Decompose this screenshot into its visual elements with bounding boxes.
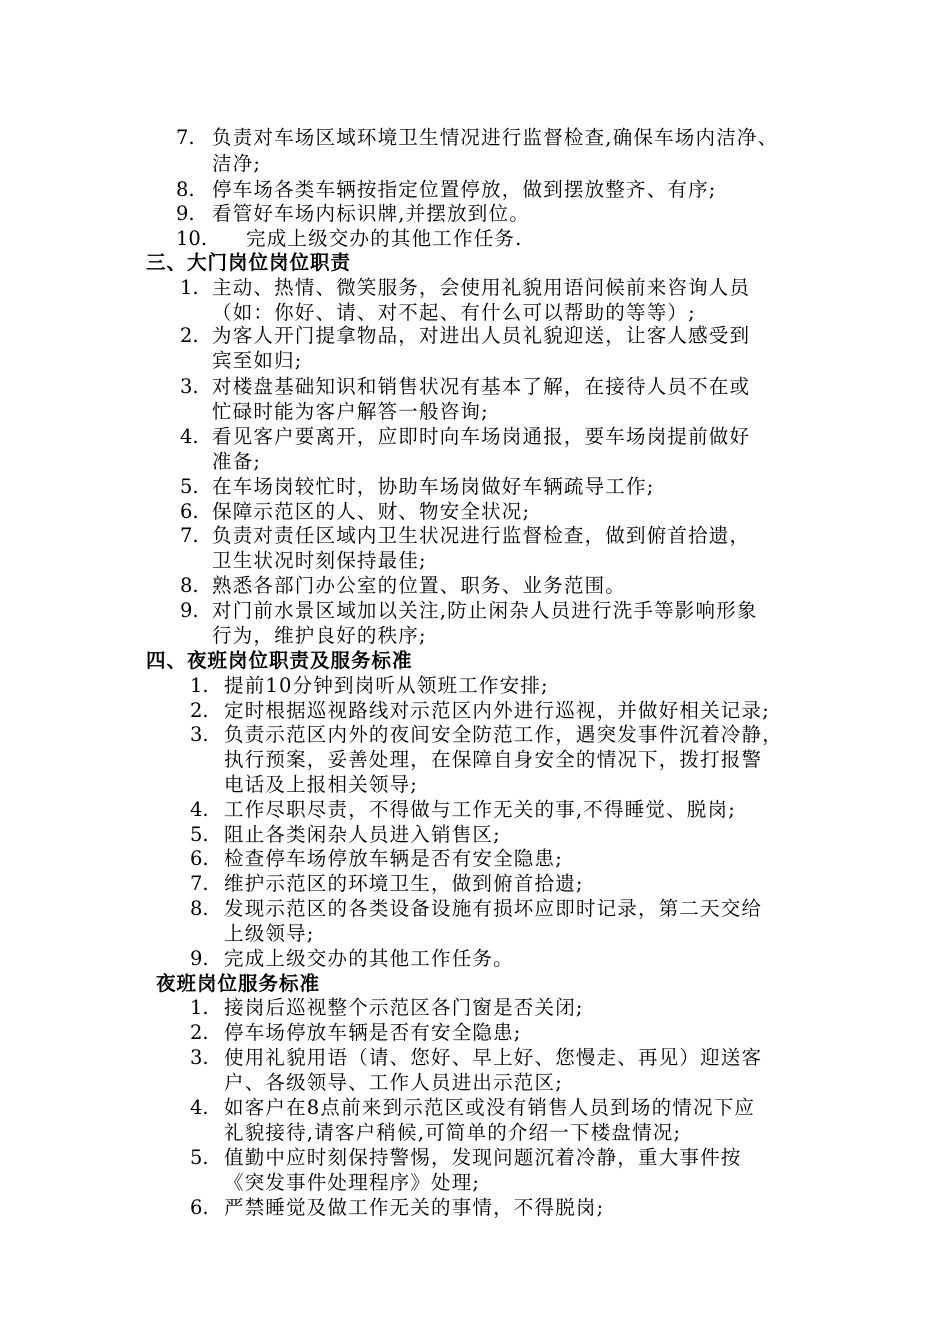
item-text: 洁净; xyxy=(212,152,262,175)
item-text: 值勤中应时刻保持警惕，发现问题沉着冷静，重大事件按 xyxy=(224,1146,742,1169)
item-number: 1. xyxy=(190,674,209,697)
item-text: 看管好车场内标识牌,并摆放到位。 xyxy=(212,202,530,225)
item-text: 负责对车场区域环境卫生情况进行监督检查,确保车场内洁净、 xyxy=(212,126,779,149)
item-text: （如：你好、请、对不起、有什么可以帮助的等等）; xyxy=(212,301,696,324)
item-text: 上级领导; xyxy=(224,922,315,945)
section-heading: 夜班岗位服务标准 xyxy=(156,972,321,995)
item-number: 1. xyxy=(180,276,199,299)
item-text: 停车场各类车辆按指定位置停放，做到摆放整齐、有序; xyxy=(212,178,717,201)
item-text: 完成上级交办的其他工作任务。 xyxy=(224,947,514,970)
item-number: 7. xyxy=(176,126,195,149)
item-text: 卫生状况时刻保持最佳; xyxy=(212,549,427,572)
item-text: 负责示范区内外的夜间安全防范工作，遇突发事件沉着冷静， xyxy=(224,723,783,746)
item-number: 5. xyxy=(190,823,209,846)
item-text: 完成上级交办的其他工作任务. xyxy=(246,227,523,250)
item-text: 礼貌接待,请客户稍候,可简单的介绍一下楼盘情况; xyxy=(224,1121,682,1144)
item-text: 执行预案，妥善处理，在保障自身安全的情况下，拨打报警 xyxy=(224,748,763,771)
section-heading: 四、夜班岗位职责及服务标准 xyxy=(146,649,413,672)
item-number: 2. xyxy=(180,324,199,347)
item-text: 熟悉各部门办公室的位置、职务、业务范围。 xyxy=(212,574,627,597)
item-text: 准备; xyxy=(212,450,262,473)
item-number: 3. xyxy=(190,723,209,746)
item-number: 2. xyxy=(190,699,209,722)
item-text: 电话及上报相关领导; xyxy=(224,773,419,796)
item-text: 主动、热情、微笑服务，会使用礼貌用语问候前来咨询人员 xyxy=(212,276,751,299)
item-number: 6. xyxy=(190,1196,209,1219)
item-number: 10. xyxy=(176,227,208,250)
item-text: 定时根据巡视路线对示范区内外进行巡视，并做好相关记录; xyxy=(224,699,770,722)
item-text: 使用礼貌用语（请、您好、早上好、您慢走、再见）迎送客 xyxy=(224,1046,763,1069)
item-number: 3. xyxy=(190,1046,209,1069)
item-text: 行为，维护良好的秩序; xyxy=(212,624,427,647)
item-number: 4. xyxy=(190,1096,209,1119)
item-text: 《突发事件处理程序》处理; xyxy=(224,1171,481,1194)
item-number: 2. xyxy=(190,1021,209,1044)
item-number: 5. xyxy=(190,1146,209,1169)
item-number: 5. xyxy=(180,475,199,498)
item-text: 负责对责任区域内卫生状况进行监督检查，做到俯首拾遗， xyxy=(212,524,751,547)
item-text: 发现示范区的各类设备设施有损坏应即时记录，第二天交给 xyxy=(224,897,763,920)
item-text: 看见客户要离开，应即时向车场岗通报，要车场岗提前做好 xyxy=(212,425,751,448)
item-number: 9. xyxy=(180,599,199,622)
item-number: 7. xyxy=(190,872,209,895)
item-text: 维护示范区的环境卫生，做到俯首拾遗; xyxy=(224,872,584,895)
item-number: 9. xyxy=(190,947,209,970)
item-number: 8. xyxy=(190,897,209,920)
section-heading: 三、大门岗位岗位职责 xyxy=(146,251,352,274)
item-text: 忙碌时能为客户解答一般咨询; xyxy=(212,400,489,423)
item-number: 9. xyxy=(176,202,195,225)
item-text: 在车场岗较忙时，协助车场岗做好车辆疏导工作; xyxy=(212,475,655,498)
item-text: 停车场停放车辆是否有安全隐患; xyxy=(224,1021,522,1044)
item-text: 严禁睡觉及做工作无关的事情，不得脱岗; xyxy=(224,1196,605,1219)
item-text: 保障示范区的人、财、物安全状况; xyxy=(212,500,531,523)
item-number: 4. xyxy=(190,798,209,821)
item-text: 为客人开门提拿物品，对进出人员礼貌迎送，让客人感受到 xyxy=(212,324,751,347)
item-text: 对门前水景区域加以关注,防止闲杂人员进行洗手等影响形象 xyxy=(212,599,758,622)
item-number: 7. xyxy=(180,524,199,547)
item-text: 检查停车场停放车辆是否有安全隐患; xyxy=(224,847,563,870)
item-text: 阻止各类闲杂人员进入销售区; xyxy=(224,823,501,846)
item-number: 4. xyxy=(180,425,199,448)
item-text: 户、各级领导、工作人员进出示范区; xyxy=(224,1071,563,1094)
item-text: 接岗后巡视整个示范区各门窗是否关闭; xyxy=(224,996,584,1019)
item-number: 3. xyxy=(180,375,199,398)
item-number: 6. xyxy=(180,500,199,523)
item-text: 工作尽职尽责，不得做与工作无关的事,不得睡觉、脱岗; xyxy=(224,798,736,821)
item-number: 8. xyxy=(180,574,199,597)
item-number: 8. xyxy=(176,178,195,201)
item-text: 如客户在8点前来到示范区或没有销售人员到场的情况下应 xyxy=(224,1096,756,1119)
item-number: 6. xyxy=(190,847,209,870)
item-number: 1. xyxy=(190,996,209,1019)
item-text: 提前10分钟到岗听从领班工作安排; xyxy=(224,674,549,697)
item-text: 宾至如归; xyxy=(212,349,303,372)
item-text: 对楼盘基础知识和销售状况有基本了解，在接待人员不在或 xyxy=(212,375,751,398)
